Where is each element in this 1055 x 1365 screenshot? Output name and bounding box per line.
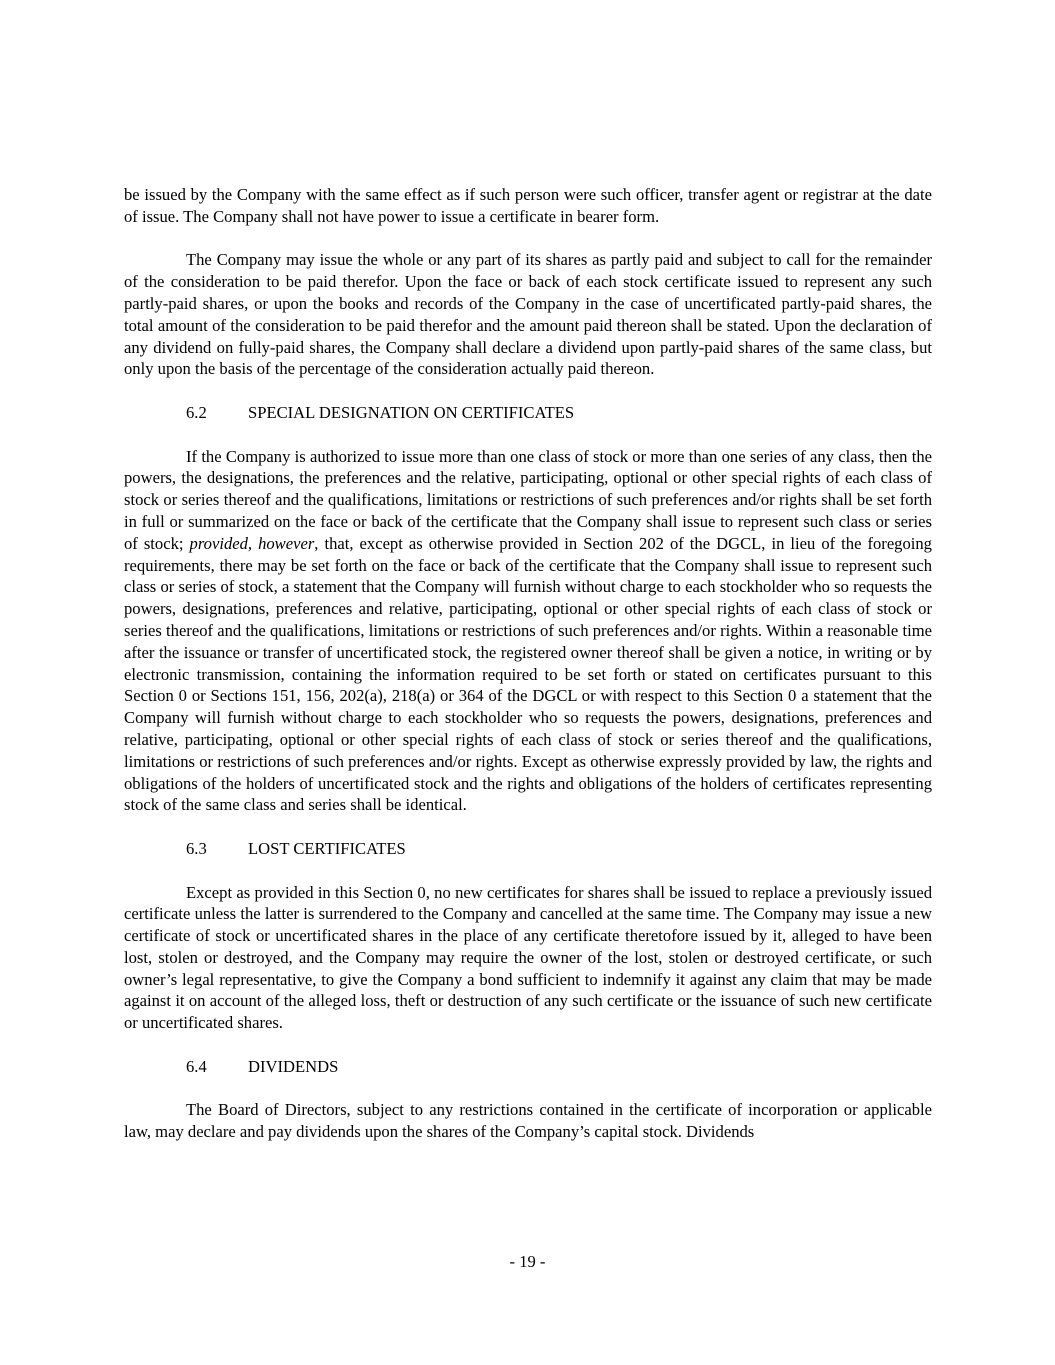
section-title: DIVIDENDS xyxy=(248,1056,339,1076)
section-title: SPECIAL DESIGNATION ON CERTIFICATES xyxy=(248,402,575,422)
section-heading-6-2 xyxy=(124,402,932,424)
paragraph-text: If the Company is authorized to issue more than one class of stock or more than one series of any class, then the powers, the designations, the preferences and the relative, participating, optional or other special rights of each class of stock or series thereof and the qualifications, limitations or restrictions of such preferences and/or rights shall be set forth in full or summarized on the face or back of the certificate that the Company shall issue to represent such class or series of stock; xyxy=(124,446,932,553)
paragraph-text: , that, except as otherwise provided in Section 202 of the DGCL, in lieu of the foregoing requirements, there may be set forth on the face or back of the certificate that the Company shall issue to represent such class or series of stock, a statement that the Company will furnish without charge to each stockholder who so requests the powers, designations, preferences and relative, participating, optional or other special rights of each class of stock or series thereof and the qualifications, limitations or restrictions of such preferences and/or rights. Within a reasonable time after the issuance or transfer of uncertificated stock, the registered owner thereof shall be given a notice, in writing or by electronic transmission, containing the information required to be set forth or stated on certificates pursuant to this Section 0 or Sections 151, 156, 202(a), 218(a) or 364 of the DGCL or with respect to this Section 0 a statement that the Company will furnish without charge to each stockholder who so requests the powers, designations, preferences and relative, participating, optional or other special rights of each class of stock or series thereof and the qualifications, limitations or restrictions of such preferences and/or rights. Except as otherwise expressly provided by law, the rights and obligations of the holders of uncertificated stock and the rights and obligations of the holders of certificates representing stock of the same class and series shall be identical. xyxy=(124,533,932,815)
paragraph-special-designation xyxy=(124,446,932,817)
document-page xyxy=(124,184,932,1143)
section-number: 6.2 xyxy=(186,402,207,422)
paragraph-dividends: The Board of Directors, subject to any restrictions contained in the certificate of incorporation or applicable law, may declare and pay dividends upon the shares of the Company’s capital stock. Dividends xyxy=(124,1100,932,1142)
paragraph-partly-paid-shares: The Company may issue the whole or any part of its shares as partly paid and subject to call for the remainder of the consideration to be paid therefor. Upon the face or back of each stock certificate issued to represent any such partly-paid shares, or upon the books and records of the Company in the case of uncertificated partly-paid shares, the total amount of the consideration to be paid therefor and the amount paid thereon shall be stated. Upon the declaration of any dividend on fully-paid shares, the Company shall declare a dividend upon partly-paid shares of the same class, but only upon the basis of the percentage of the consideration actually paid thereon. xyxy=(124,250,932,379)
italic-phrase: provided, however xyxy=(189,533,315,553)
section-number: 6.4 xyxy=(186,1056,207,1076)
page-number: - 19 - xyxy=(509,1252,546,1271)
section-heading-6-4 xyxy=(124,1056,932,1078)
paragraph-bearer-form: be issued by the Company with the same effect as if such person were such officer, transfer agent or registrar at the date of issue. The Company shall not have power to issue a certificate in bearer form. xyxy=(124,185,932,226)
section-title: LOST CERTIFICATES xyxy=(248,838,406,858)
section-heading-6-3 xyxy=(124,838,932,860)
section-number: 6.3 xyxy=(186,838,207,858)
paragraph-lost-certificates: Except as provided in this Section 0, no new certificates for shares shall be issued to replace a previously issued certificate unless the latter is surrendered to the Company and cancelled at the same time. The Company may issue a new certificate of stock or uncertificated shares in the place of any certificate theretofore issued by it, alleged to have been lost, stolen or destroyed, and the Company may require the owner of the lost, stolen or destroyed certificate, or such owner’s legal representative, to give the Company a bond sufficient to indemnify it against any claim that may be made against it on account of the alleged loss, theft or destruction of any such certificate or the issuance of such new certificate or uncertificated shares. xyxy=(124,882,932,1033)
